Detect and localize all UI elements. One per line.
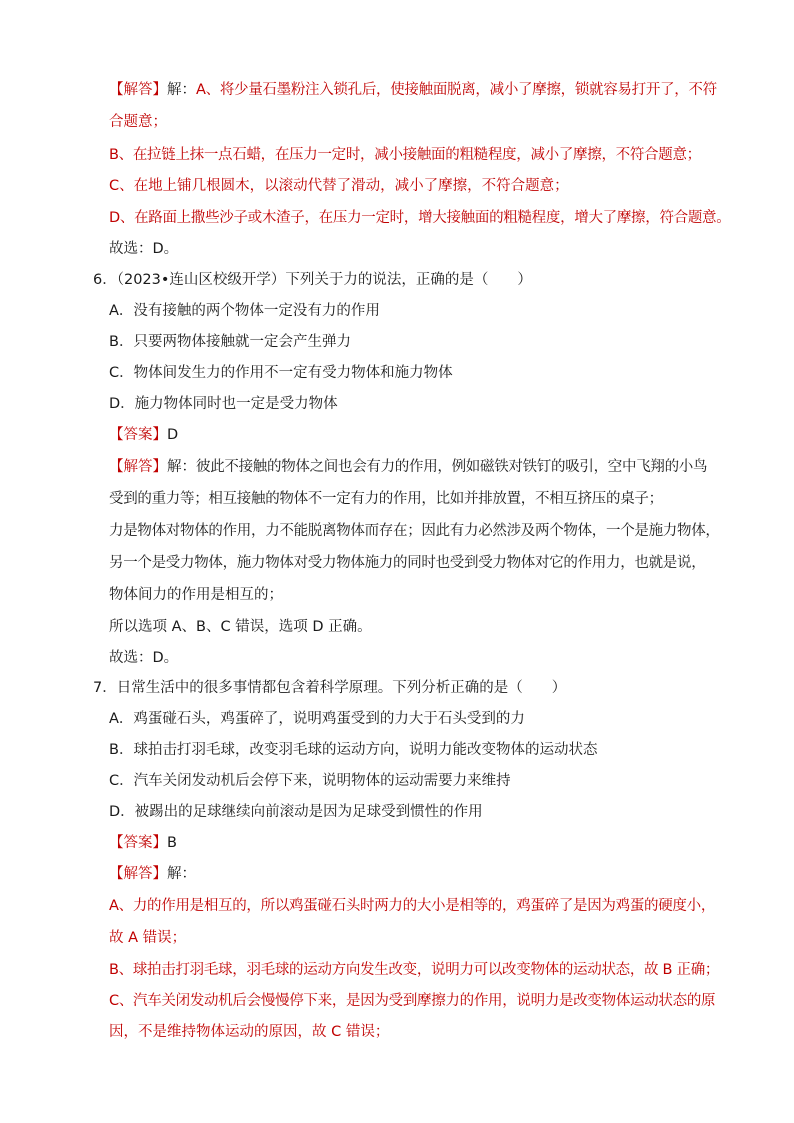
q6-stem: 6．（2023•连山区校级开学）下列关于力的说法，正确的是（ ） xyxy=(93,272,532,288)
q7-answer xyxy=(109,833,709,853)
q5-analysis-line-1 xyxy=(109,80,717,100)
q5-analysis-line-3: B、在拉链上抹一点石蜡，在压力一定时，减小接触面的粗糙程度，减小了摩擦，不符合题意； xyxy=(109,147,701,163)
q6-analysis-lead: 解： xyxy=(167,459,196,475)
q7-option-b: B．球拍击打羽毛球，改变羽毛球的运动方向，说明力能改变物体的运动状态 xyxy=(109,742,598,758)
q6-option-d: D．施力物体同时也一定是受力物体 xyxy=(109,396,338,412)
q7-analysis-line-4: C、汽车关闭发动机后会慢慢停下来，是因为受到摩擦力的作用，说明力是改变物体运动状态的原 xyxy=(109,993,716,1009)
q7-analysis-lead: 解： xyxy=(167,866,196,882)
q5-analysis-line-5: D、在路面上撒些沙子或木渣子，在压力一定时，增大接触面的粗糙程度，增大了摩擦，符合题意。 xyxy=(109,210,731,226)
q7-analysis-line-2: 故 A 错误； xyxy=(109,930,187,946)
q6-analysis-text: 彼此不接触的物体之间也会有力的作用，例如磁铁对铁钉的吸引，空中飞翔的小鸟 xyxy=(196,459,708,475)
q6-option-b: B．只要两物体接触就一定会产生弹力 xyxy=(109,334,351,350)
q7-analysis-line-3: B、球拍击打羽毛球，羽毛球的运动方向发生改变，说明力可以改变物体的运动状态，故 B 正确； xyxy=(109,962,720,978)
q7-option-c: C．汽车关闭发动机后会停下来，说明物体的运动需要力来维持 xyxy=(109,773,511,789)
q6-analysis-line-2: 受到的重力等；相互接触的物体不一定有力的作用，比如并排放置，不相互挤压的桌子； xyxy=(109,491,663,507)
q6-analysis-line-6: 所以选项 A、B、C 错误，选项 D 正确。 xyxy=(109,619,372,635)
q6-conclusion: 故选：D。 xyxy=(109,650,179,666)
q5-analysis-line-2: 合题意； xyxy=(109,114,167,130)
q7-answer-label: 【答案】 xyxy=(109,835,167,851)
q6-analysis-line-1 xyxy=(109,457,709,477)
q5-conclusion: 故选：D。 xyxy=(109,241,179,257)
q7-analysis-header xyxy=(109,864,709,884)
q6-option-c: C．物体间发生力的作用不一定有受力物体和施力物体 xyxy=(109,365,453,381)
q6-analysis-line-5: 物体间力的作用是相互的； xyxy=(109,587,283,603)
q6-answer xyxy=(109,425,709,445)
q5-analysis-label: 【解答】 xyxy=(109,82,167,98)
q7-analysis-label: 【解答】 xyxy=(109,866,167,882)
q6-option-a: A．没有接触的两个物体一定没有力的作用 xyxy=(109,303,380,319)
q7-stem: 7．日常生活中的很多事情都包含着科学原理。下列分析正确的是（ ） xyxy=(93,680,567,696)
q6-answer-label: 【答案】 xyxy=(109,427,167,443)
q5-analysis-lead: 解： xyxy=(167,82,196,98)
q6-analysis-line-4: 另一个是受力物体，施力物体对受力物体施力的同时也受到受力物体对它的作用力，也就是说， xyxy=(109,555,706,571)
q6-analysis-label: 【解答】 xyxy=(109,459,167,475)
q7-option-d: D．被踢出的足球继续向前滚动是因为足球受到惯性的作用 xyxy=(109,804,483,820)
q6-analysis-line-3: 力是物体对物体的作用，力不能脱离物体而存在；因此有力必然涉及两个物体，一个是施力物体， xyxy=(109,523,720,539)
q7-analysis-line-5: 因，不是维持物体运动的原因，故 C 错误； xyxy=(109,1024,390,1040)
q7-option-a: A．鸡蛋碰石头，鸡蛋碎了，说明鸡蛋受到的力大于石头受到的力 xyxy=(109,711,525,727)
q6-answer-value: D xyxy=(167,427,179,443)
q5-analysis-text: A、将少量石墨粉注入锁孔后，使接触面脱离，减小了摩擦，锁就容易打开了，不符 xyxy=(196,82,717,98)
q5-analysis-line-4: C、在地上铺几根圆木，以滚动代替了滑动，减小了摩擦，不符合题意； xyxy=(109,178,569,194)
q7-answer-value: B xyxy=(167,835,177,851)
q7-analysis-line-1: A、力的作用是相互的，所以鸡蛋碰石头时两力的大小是相等的，鸡蛋碎了是因为鸡蛋的硬度小， xyxy=(109,898,716,914)
